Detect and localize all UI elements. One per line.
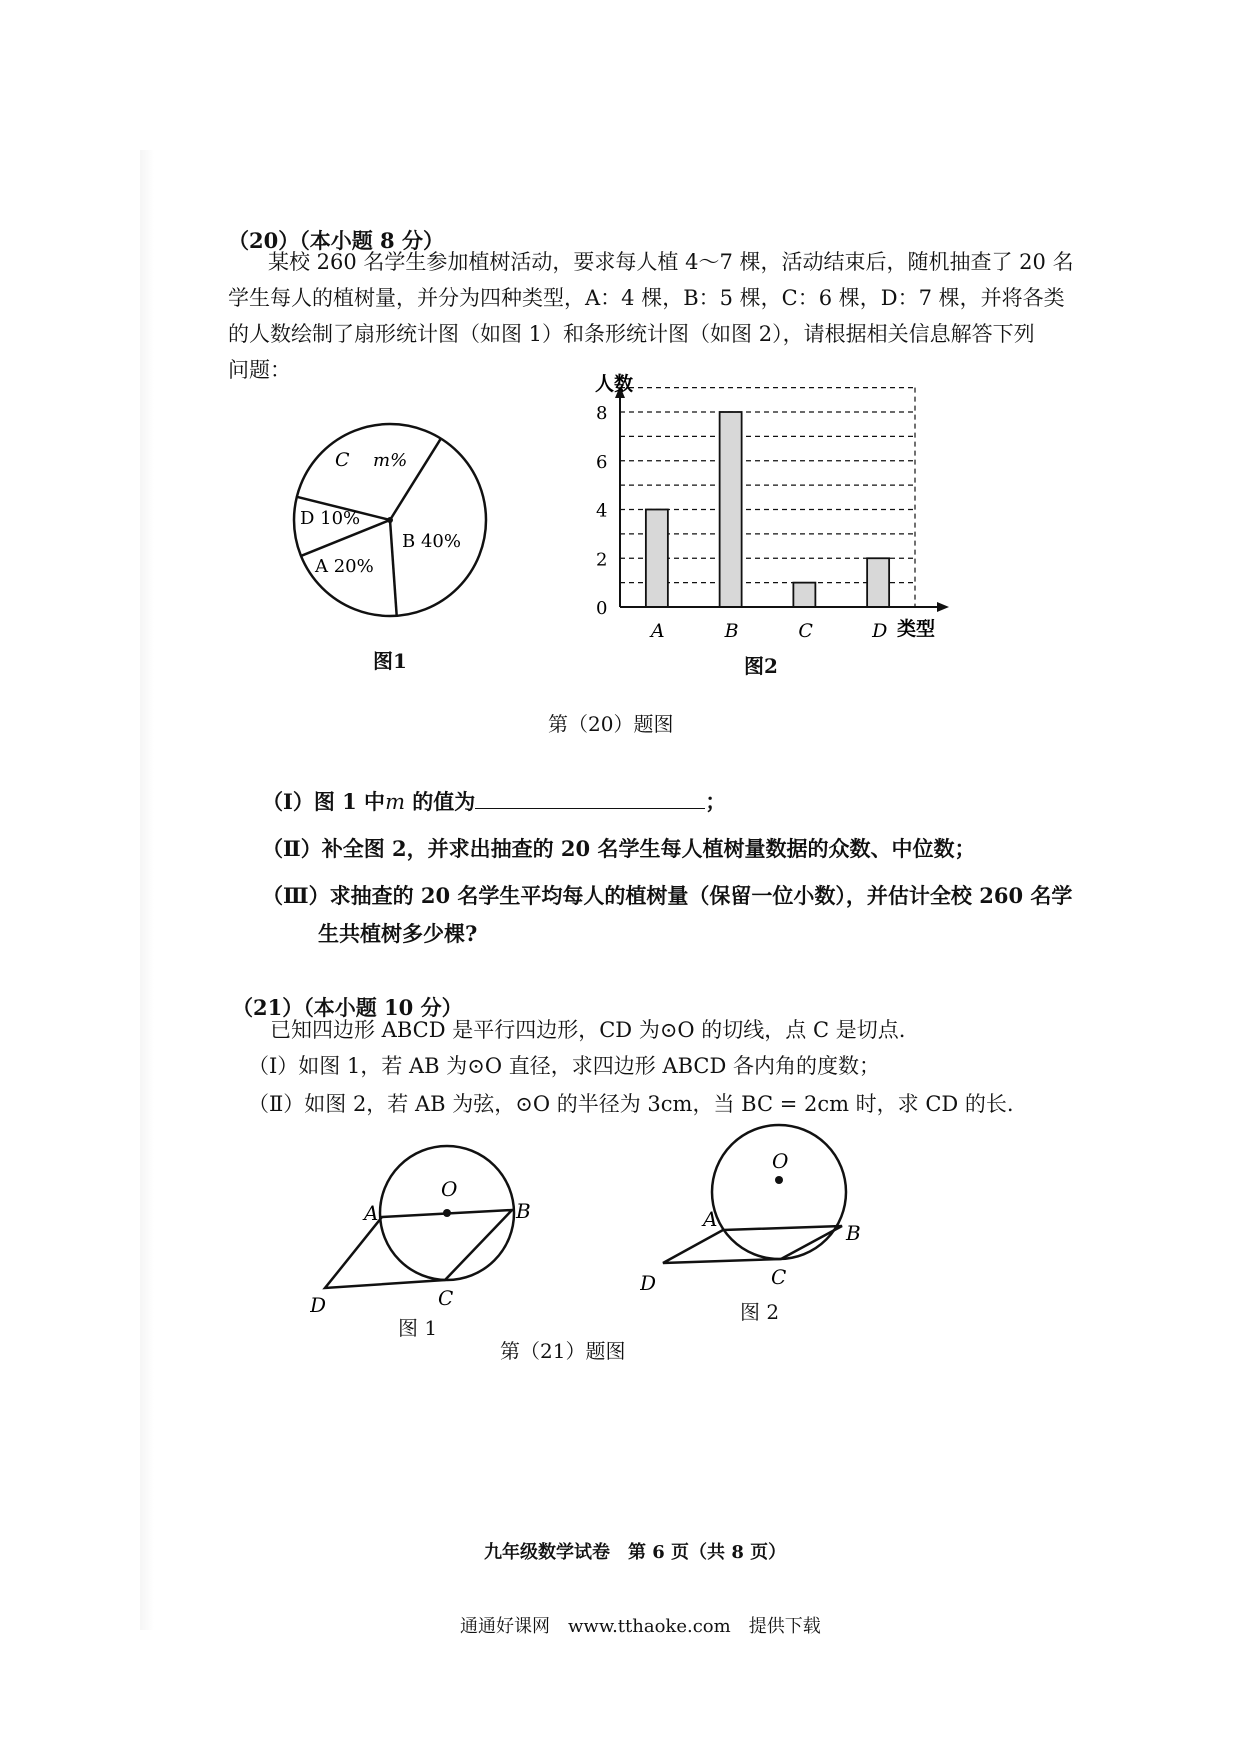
y-tick-label: 0 [596, 598, 608, 619]
q21-fig2-caption: 图 2 [740, 1300, 780, 1324]
q21-fig1-caption: 图 1 [398, 1316, 438, 1340]
pie-label-c: C [335, 449, 350, 471]
pie-boundary-a [390, 520, 397, 616]
q21-line-1: 已知四边形 ABCD 是平行四边形，CD 为⊙O 的切线，点 C 是切点. [270, 1018, 906, 1042]
y-tick-label: 6 [596, 451, 608, 473]
pie-chart [270, 400, 510, 640]
q21-sub-1: （Ⅰ）如图 1，若 AB 为⊙O 直径，求四边形 ABCD 各内角的度数； [248, 1054, 881, 1078]
point-a-label-2: A [703, 1207, 718, 1231]
point-c-label-2: C [771, 1265, 787, 1289]
answer-blank-m[interactable] [475, 788, 705, 809]
y-tick-label: 8 [596, 403, 608, 424]
bar-d [867, 558, 889, 607]
q20-line-1: 某校 260 名学生参加植树活动，要求每人植 4～7 棵，活动结束后，随机抽查了 20 名 [268, 250, 1074, 274]
q20-sub-3-line-1: （Ⅲ）求抽查的 20 名学生平均每人的植树量（保留一位小数），并估计全校 260 名学 [262, 883, 1073, 908]
q20-sub-1: （Ⅰ）图 1 中m 的值为 ； [262, 789, 727, 814]
point-a-label: A [364, 1201, 379, 1225]
point-b-label: B [516, 1199, 531, 1223]
q20-heading: （20）（本小题 8 分） [228, 228, 444, 253]
bar-b [720, 412, 742, 607]
geometry-figure-1 [310, 1130, 550, 1340]
x-tick-c: C [798, 620, 813, 642]
q21-heading: （21）（本小题 10 分） [232, 995, 463, 1020]
pie-label-a: A 20% [315, 556, 374, 577]
pie-label-m: m% [373, 450, 408, 471]
x-tick-b: B [724, 620, 739, 642]
point-o-label-2: O [772, 1149, 789, 1173]
page-footer: 九年级数学试卷 第 6 页（共 8 页） [484, 1542, 787, 1563]
point-d-label: D [310, 1293, 327, 1317]
bar-chart [565, 372, 965, 652]
x-tick-a: A [650, 620, 665, 642]
fig2-caption: 图2 [744, 654, 778, 678]
q20-line-2: 学生每人的植树量，并分为四种类型，A：4 棵，B：5 棵，C：6 棵，D：7 棵，并将各类 [228, 286, 1065, 310]
point-d-label-2: D [640, 1271, 657, 1295]
pie-label-d: D 10% [300, 508, 361, 529]
y-tick-label: 2 [596, 549, 608, 571]
bar-a [646, 510, 668, 608]
q21-sub-2: （Ⅱ）如图 2，若 AB 为弦，⊙O 的半径为 3cm，当 BC = 2cm 时，求 CD 的长. [248, 1092, 1014, 1116]
point-o-label: O [441, 1177, 458, 1201]
pie-label-b: B 40% [402, 531, 461, 552]
q20-sub-2: （Ⅱ）补全图 2，并求出抽查的 20 名学生每人植树量数据的众数、中位数； [262, 836, 976, 861]
q21-figure-caption: 第（21）题图 [500, 1339, 626, 1363]
point-b-label-2: B [846, 1221, 861, 1245]
point-c-label: C [438, 1286, 454, 1310]
fig1-caption: 图1 [373, 649, 407, 673]
q20-line-4: 问题： [228, 358, 291, 382]
bar-xlabel: 类型 [897, 618, 936, 640]
x-tick-d: D [872, 620, 888, 642]
bar-ylabel: 人数 [595, 373, 634, 395]
q20-line-3: 的人数绘制了扇形统计图（如图 1）和条形统计图（如图 2），请根据相关信息解答下列 [228, 322, 1035, 346]
geometry-figure-2 [640, 1118, 880, 1318]
scan-shadow [140, 150, 154, 1630]
q20-sub-3-line-2: 生共植树多少棵? [318, 921, 478, 946]
download-watermark: 通通好课网 www.tthaoke.com 提供下载 [460, 1616, 821, 1637]
q20-figure-caption: 第（20）题图 [548, 712, 674, 736]
bar-c [793, 583, 815, 607]
y-tick-label: 4 [596, 500, 608, 522]
